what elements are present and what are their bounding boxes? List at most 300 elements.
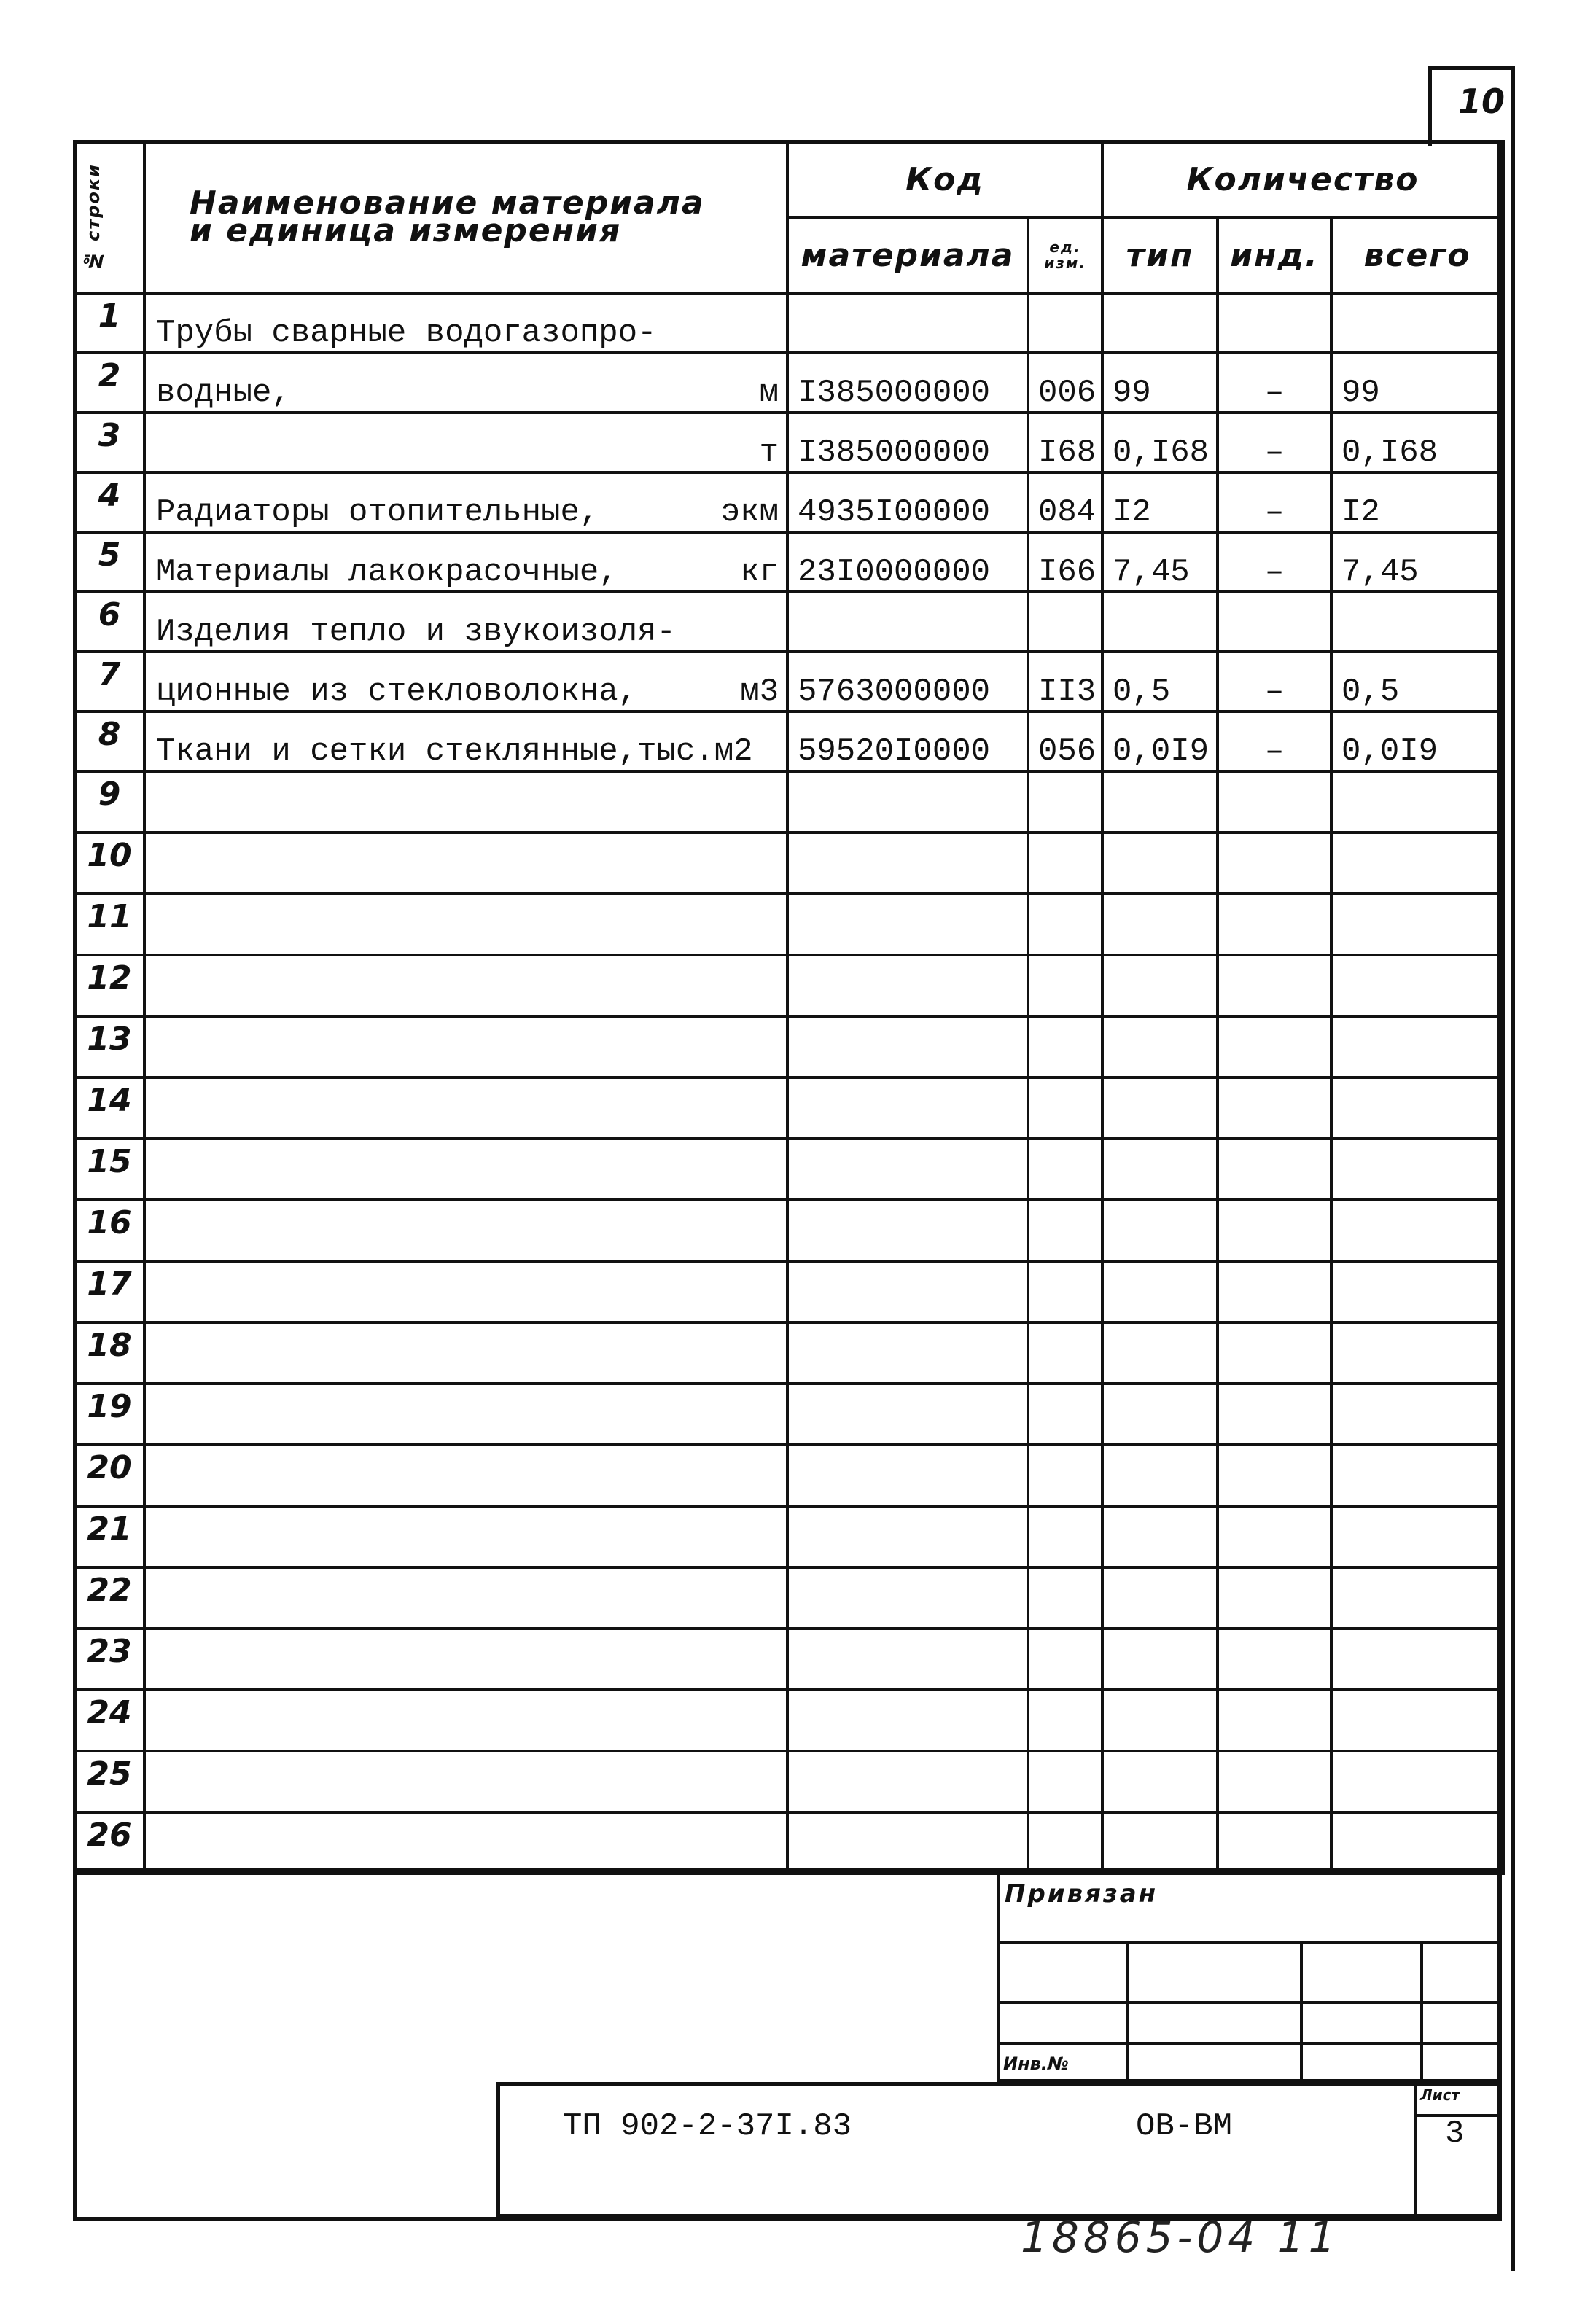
- qty-ind-cell: [1218, 1016, 1331, 1077]
- unit-code-cell: [1028, 293, 1102, 353]
- unit-code-cell: [1028, 955, 1102, 1016]
- qty-type-cell: [1102, 1016, 1218, 1077]
- qty-ind-cell: [1218, 413, 1331, 472]
- row-number: 9: [98, 776, 121, 813]
- row-number: 15: [87, 1143, 132, 1180]
- qty-ind-cell: [1218, 1629, 1331, 1690]
- material-code: I385000000: [798, 375, 991, 411]
- row-number: 13: [87, 1021, 132, 1058]
- row-number-cell: [74, 1751, 144, 1812]
- row-number-cell: [74, 472, 144, 532]
- qty-type: I2: [1113, 494, 1151, 531]
- material-name: Материалы лакокрасочные,: [156, 554, 618, 590]
- row-number-cell: [74, 1506, 144, 1567]
- unit-code-cell: [1028, 1506, 1102, 1567]
- unit-code-cell: [1028, 1200, 1102, 1261]
- qty-total: 7,45: [1341, 554, 1419, 590]
- row-number: 26: [87, 1817, 132, 1854]
- row-number: 4: [98, 477, 121, 514]
- unit-code-cell: [1028, 1261, 1102, 1322]
- qty-ind-cell: [1218, 592, 1331, 652]
- qty-type-cell: [1102, 472, 1218, 532]
- material-name-cell: [144, 532, 787, 592]
- qty-ind-cell: [1218, 1200, 1331, 1261]
- qty-total-cell: [1331, 413, 1503, 472]
- unit-code-cell: [1028, 1690, 1102, 1751]
- row-number-cell: [74, 1016, 144, 1077]
- qty-total-cell: [1331, 1567, 1503, 1629]
- row-number-cell: [74, 1261, 144, 1322]
- row-number: 12: [87, 959, 132, 997]
- unit-code: 084: [1038, 494, 1097, 531]
- row-number: 24: [87, 1694, 132, 1731]
- qty-total-cell: [1331, 472, 1503, 532]
- qty-type-cell: [1102, 652, 1218, 711]
- unit-code-cell: [1028, 353, 1102, 413]
- qty-type-cell: [1102, 353, 1218, 413]
- material-code-cell: [787, 894, 1028, 955]
- qty-total-cell: [1331, 1445, 1503, 1506]
- binding-grid-rows: [997, 2001, 1502, 2045]
- unit-code-cell: [1028, 1445, 1102, 1506]
- material-name-cell: [144, 1016, 787, 1077]
- row-number: 2: [98, 357, 121, 394]
- row-number: 6: [98, 596, 121, 633]
- qty-type: 0,5: [1113, 674, 1171, 710]
- table-row: [74, 1506, 1503, 1567]
- material-code-cell: [787, 1261, 1028, 1322]
- material-name-cell: [144, 353, 787, 413]
- qty-type-cell: [1102, 1690, 1218, 1751]
- row-number-cell: [74, 353, 144, 413]
- qty-ind-cell: [1218, 955, 1331, 1016]
- qty-total: 99: [1341, 375, 1380, 411]
- qty-ind-cell: [1218, 1506, 1331, 1567]
- material-unit: кг: [740, 554, 779, 590]
- material-unit: м3: [740, 674, 779, 710]
- unit-code-cell: [1028, 1139, 1102, 1200]
- unit-code: II3: [1038, 674, 1097, 710]
- qty-type-cell: [1102, 832, 1218, 894]
- qty-total-cell: [1331, 1690, 1503, 1751]
- sheet-number: 10: [1458, 82, 1506, 121]
- material-code-cell: [787, 472, 1028, 532]
- qty-total-cell: [1331, 1322, 1503, 1384]
- qty-total-cell: [1331, 353, 1503, 413]
- unit-code-cell: [1028, 1567, 1102, 1629]
- unit-code-cell: [1028, 832, 1102, 894]
- material-name-cell: [144, 1322, 787, 1384]
- material-code-cell: [787, 532, 1028, 592]
- header-row-top: [74, 141, 1503, 217]
- header-code-unit: ед. изм.: [1028, 217, 1102, 293]
- material-code-cell: [787, 955, 1028, 1016]
- qty-type: 99: [1113, 375, 1151, 411]
- row-number: 18: [87, 1327, 132, 1364]
- row-number-cell: [74, 1567, 144, 1629]
- table-row: [74, 1261, 1503, 1322]
- material-code: 23I0000000: [798, 554, 991, 590]
- qty-total-cell: [1331, 955, 1503, 1016]
- row-number-cell: [74, 1200, 144, 1261]
- material-name-cell: [144, 1506, 787, 1567]
- row-number-cell: [74, 592, 144, 652]
- row-number-cell: [74, 1384, 144, 1445]
- table-row: [74, 532, 1503, 592]
- material-code-cell: [787, 293, 1028, 353]
- material-name-cell: [144, 293, 787, 353]
- material-name: Изделия тепло и звукоизоля-: [156, 614, 676, 650]
- header-name-line2: и единица измерения: [190, 212, 622, 249]
- material-code: 4935I00000: [798, 494, 991, 531]
- material-name-cell: [144, 955, 787, 1016]
- material-code-cell: [787, 413, 1028, 472]
- unit-code-cell: [1028, 771, 1102, 832]
- table-row: [74, 1200, 1503, 1261]
- row-number: 25: [87, 1755, 132, 1793]
- qty-type-cell: [1102, 1629, 1218, 1690]
- material-name-cell: [144, 771, 787, 832]
- table-row: [74, 1567, 1503, 1629]
- qty-type-cell: [1102, 1567, 1218, 1629]
- material-name-cell: [144, 1077, 787, 1139]
- qty-ind: –: [1264, 375, 1285, 411]
- table-row: [74, 1322, 1503, 1384]
- qty-type: 0,0I9: [1113, 733, 1210, 770]
- row-number: 1: [98, 297, 121, 335]
- qty-type: 7,45: [1113, 554, 1190, 590]
- qty-ind-cell: [1218, 1690, 1331, 1751]
- table-row: [74, 771, 1503, 832]
- qty-type-cell: [1102, 1751, 1218, 1812]
- material-unit: м: [759, 375, 779, 411]
- material-code: 59520I0000: [798, 733, 991, 770]
- material-code-cell: [787, 353, 1028, 413]
- qty-ind: –: [1264, 434, 1285, 471]
- qty-type-cell: [1102, 1077, 1218, 1139]
- qty-type-cell: [1102, 293, 1218, 353]
- material-code-cell: [787, 1200, 1028, 1261]
- unit-code-cell: [1028, 413, 1102, 472]
- qty-total-cell: [1331, 1384, 1503, 1445]
- qty-total-cell: [1331, 1200, 1503, 1261]
- material-code-cell: [787, 652, 1028, 711]
- material-name-cell: [144, 1445, 787, 1506]
- row-number: 7: [98, 656, 121, 693]
- material-name-cell: [144, 652, 787, 711]
- unit-code-cell: [1028, 532, 1102, 592]
- material-code-cell: [787, 1751, 1028, 1812]
- qty-total: I2: [1341, 494, 1380, 531]
- qty-total-cell: [1331, 1016, 1503, 1077]
- qty-total-cell: [1331, 532, 1503, 592]
- row-number: 16: [87, 1204, 132, 1241]
- row-number-cell: [74, 1322, 144, 1384]
- row-number-cell: [74, 1445, 144, 1506]
- unit-code: I68: [1038, 434, 1097, 471]
- row-number-cell: [74, 1690, 144, 1751]
- bound-label: Привязан: [1005, 1879, 1158, 1908]
- row-number: 21: [87, 1510, 132, 1548]
- row-number-cell: [74, 955, 144, 1016]
- table-row: [74, 472, 1503, 532]
- table-row: [74, 1016, 1503, 1077]
- qty-type-cell: [1102, 1445, 1218, 1506]
- qty-total-cell: [1331, 1629, 1503, 1690]
- unit-code-cell: [1028, 1016, 1102, 1077]
- qty-type-cell: [1102, 711, 1218, 771]
- row-number-cell: [74, 1629, 144, 1690]
- material-name: Ткани и сетки стеклянные,тыс.м2: [156, 733, 753, 770]
- material-name: ционные из стекловолокна,: [156, 674, 638, 710]
- material-name-cell: [144, 1751, 787, 1812]
- qty-type-cell: [1102, 1139, 1218, 1200]
- unit-code-cell: [1028, 1751, 1102, 1812]
- qty-ind-cell: [1218, 894, 1331, 955]
- material-code-cell: [787, 1016, 1028, 1077]
- material-unit: т: [759, 434, 779, 471]
- qty-ind-cell: [1218, 353, 1331, 413]
- sheet-label: Лист: [1420, 2086, 1460, 2104]
- qty-ind-cell: [1218, 1139, 1331, 1200]
- material-code-cell: [787, 1629, 1028, 1690]
- qty-ind-cell: [1218, 532, 1331, 592]
- header-quantity: Количество: [1102, 141, 1503, 217]
- header-name-cell: [144, 141, 787, 293]
- sheet-value: 3: [1445, 2116, 1465, 2152]
- qty-ind-cell: [1218, 1261, 1331, 1322]
- material-name-cell: [144, 1567, 787, 1629]
- material-name: водные,: [156, 375, 291, 411]
- document-code: ТП 902-2-37I.83: [563, 2108, 852, 2145]
- qty-ind-cell: [1218, 652, 1331, 711]
- row-number-cell: [74, 652, 144, 711]
- qty-type-cell: [1102, 1384, 1218, 1445]
- row-number: 23: [87, 1633, 132, 1670]
- header-code: Код: [787, 141, 1102, 217]
- material-code-cell: [787, 771, 1028, 832]
- material-code: I385000000: [798, 434, 991, 471]
- material-name: Трубы сварные водогазопро-: [156, 315, 657, 351]
- row-number: 11: [87, 898, 132, 935]
- row-number: 20: [87, 1449, 132, 1486]
- qty-ind-cell: [1218, 1077, 1331, 1139]
- qty-ind-cell: [1218, 1322, 1331, 1384]
- material-name-cell: [144, 894, 787, 955]
- material-name-cell: [144, 1139, 787, 1200]
- qty-ind-cell: [1218, 832, 1331, 894]
- material-code-cell: [787, 1506, 1028, 1567]
- qty-type: 0,I68: [1113, 434, 1210, 471]
- materials-table: [73, 140, 1505, 1875]
- table-row: [74, 1077, 1503, 1139]
- table-row: [74, 293, 1503, 353]
- material-name-cell: [144, 1384, 787, 1445]
- qty-total-cell: [1331, 1812, 1503, 1873]
- material-code-cell: [787, 832, 1028, 894]
- header-row-number-cell: [74, 141, 144, 293]
- table-row: [74, 1690, 1503, 1751]
- qty-type-cell: [1102, 1261, 1218, 1322]
- material-name-cell: [144, 1200, 787, 1261]
- qty-total-cell: [1331, 1077, 1503, 1139]
- qty-type-cell: [1102, 1322, 1218, 1384]
- header-qty-total: всего: [1331, 217, 1503, 293]
- row-number-cell: [74, 832, 144, 894]
- qty-total-cell: [1331, 652, 1503, 711]
- row-number-cell: [74, 894, 144, 955]
- material-code-cell: [787, 1690, 1028, 1751]
- material-code-cell: [787, 1812, 1028, 1873]
- qty-ind-cell: [1218, 1445, 1331, 1506]
- qty-ind-cell: [1218, 1567, 1331, 1629]
- qty-ind-cell: [1218, 1384, 1331, 1445]
- qty-total: 0,5: [1341, 674, 1400, 710]
- table-row: [74, 1445, 1503, 1506]
- material-code-cell: [787, 1384, 1028, 1445]
- material-name-cell: [144, 592, 787, 652]
- header-qty-type: тип: [1102, 217, 1218, 293]
- row-number: 8: [98, 716, 121, 753]
- qty-total: 0,I68: [1341, 434, 1438, 471]
- inventory-label: Инв.№: [1003, 2054, 1069, 2074]
- qty-ind: –: [1264, 733, 1285, 770]
- table-row: [74, 652, 1503, 711]
- qty-total-cell: [1331, 1139, 1503, 1200]
- row-number: 3: [98, 417, 121, 454]
- qty-total: 0,0I9: [1341, 733, 1438, 770]
- header-row-number: № строки: [83, 163, 104, 271]
- row-number-cell: [74, 1139, 144, 1200]
- qty-total-cell: [1331, 293, 1503, 353]
- qty-total-cell: [1331, 592, 1503, 652]
- row-number: 14: [87, 1082, 132, 1119]
- unit-code-cell: [1028, 1812, 1102, 1873]
- material-code-cell: [787, 1139, 1028, 1200]
- row-number-cell: [74, 532, 144, 592]
- material-name: Радиаторы отопительные,: [156, 494, 599, 531]
- row-number-cell: [74, 711, 144, 771]
- material-name-cell: [144, 832, 787, 894]
- unit-code-cell: [1028, 1629, 1102, 1690]
- qty-type-cell: [1102, 955, 1218, 1016]
- row-number: 19: [87, 1388, 132, 1425]
- qty-ind: –: [1264, 674, 1285, 710]
- qty-type-cell: [1102, 532, 1218, 592]
- stamp-box: [496, 2082, 1502, 2218]
- qty-total-cell: [1331, 1261, 1503, 1322]
- unit-code-cell: [1028, 1322, 1102, 1384]
- unit-code: I66: [1038, 554, 1097, 590]
- table-row: [74, 955, 1503, 1016]
- table-row: [74, 413, 1503, 472]
- material-name-cell: [144, 472, 787, 532]
- handwritten-number: 18865-04 11: [1021, 2212, 1340, 2262]
- qty-type-cell: [1102, 592, 1218, 652]
- qty-total-cell: [1331, 1506, 1503, 1567]
- qty-type-cell: [1102, 1812, 1218, 1873]
- qty-type-cell: [1102, 1506, 1218, 1567]
- material-code-cell: [787, 592, 1028, 652]
- qty-ind-cell: [1218, 472, 1331, 532]
- header-code-material: материала: [787, 217, 1028, 293]
- qty-total-cell: [1331, 832, 1503, 894]
- material-unit: экм: [720, 494, 779, 531]
- qty-total-cell: [1331, 894, 1503, 955]
- row-number-cell: [74, 413, 144, 472]
- row-number: 5: [98, 537, 121, 574]
- material-name-cell: [144, 711, 787, 771]
- qty-type-cell: [1102, 413, 1218, 472]
- qty-ind-cell: [1218, 771, 1331, 832]
- qty-type-cell: [1102, 771, 1218, 832]
- table-row: [74, 1139, 1503, 1200]
- material-name-cell: [144, 413, 787, 472]
- header-qty-ind: инд.: [1218, 217, 1331, 293]
- table-row: [74, 592, 1503, 652]
- qty-type-cell: [1102, 894, 1218, 955]
- unit-code: 056: [1038, 733, 1097, 770]
- unit-code-cell: [1028, 711, 1102, 771]
- material-code-cell: [787, 711, 1028, 771]
- table-row: [74, 353, 1503, 413]
- table-row: [74, 894, 1503, 955]
- table-row: [74, 832, 1503, 894]
- row-number-cell: [74, 1812, 144, 1873]
- unit-code-cell: [1028, 652, 1102, 711]
- row-number: 22: [87, 1572, 132, 1609]
- qty-ind-cell: [1218, 1751, 1331, 1812]
- unit-code-cell: [1028, 1077, 1102, 1139]
- qty-ind-cell: [1218, 1812, 1331, 1873]
- material-name-cell: [144, 1690, 787, 1751]
- qty-ind: –: [1264, 554, 1285, 590]
- table-row: [74, 711, 1503, 771]
- row-number-cell: [74, 771, 144, 832]
- material-code-cell: [787, 1567, 1028, 1629]
- material-code-cell: [787, 1322, 1028, 1384]
- table-row: [74, 1384, 1503, 1445]
- row-number: 17: [87, 1266, 132, 1303]
- unit-code-cell: [1028, 592, 1102, 652]
- section-code: ОВ-ВМ: [1136, 2108, 1233, 2145]
- qty-ind: –: [1264, 494, 1285, 531]
- right-border-line: [1511, 142, 1515, 2271]
- table-row: [74, 1812, 1503, 1873]
- table-row: [74, 1629, 1503, 1690]
- unit-code: 006: [1038, 375, 1097, 411]
- unit-code-cell: [1028, 472, 1102, 532]
- material-code: 5763000000: [798, 674, 991, 710]
- material-name-cell: [144, 1261, 787, 1322]
- qty-total-cell: [1331, 771, 1503, 832]
- table-row: [74, 1751, 1503, 1812]
- header-name-line1: Наименование материала: [190, 184, 705, 222]
- unit-code-cell: [1028, 894, 1102, 955]
- material-name-cell: [144, 1629, 787, 1690]
- qty-type-cell: [1102, 1200, 1218, 1261]
- material-name-cell: [144, 1812, 787, 1873]
- row-number: 10: [87, 837, 132, 874]
- unit-code-cell: [1028, 1384, 1102, 1445]
- qty-ind-cell: [1218, 293, 1331, 353]
- qty-ind-cell: [1218, 711, 1331, 771]
- row-number-cell: [74, 293, 144, 353]
- qty-total-cell: [1331, 1751, 1503, 1812]
- qty-total-cell: [1331, 711, 1503, 771]
- material-code-cell: [787, 1077, 1028, 1139]
- material-code-cell: [787, 1445, 1028, 1506]
